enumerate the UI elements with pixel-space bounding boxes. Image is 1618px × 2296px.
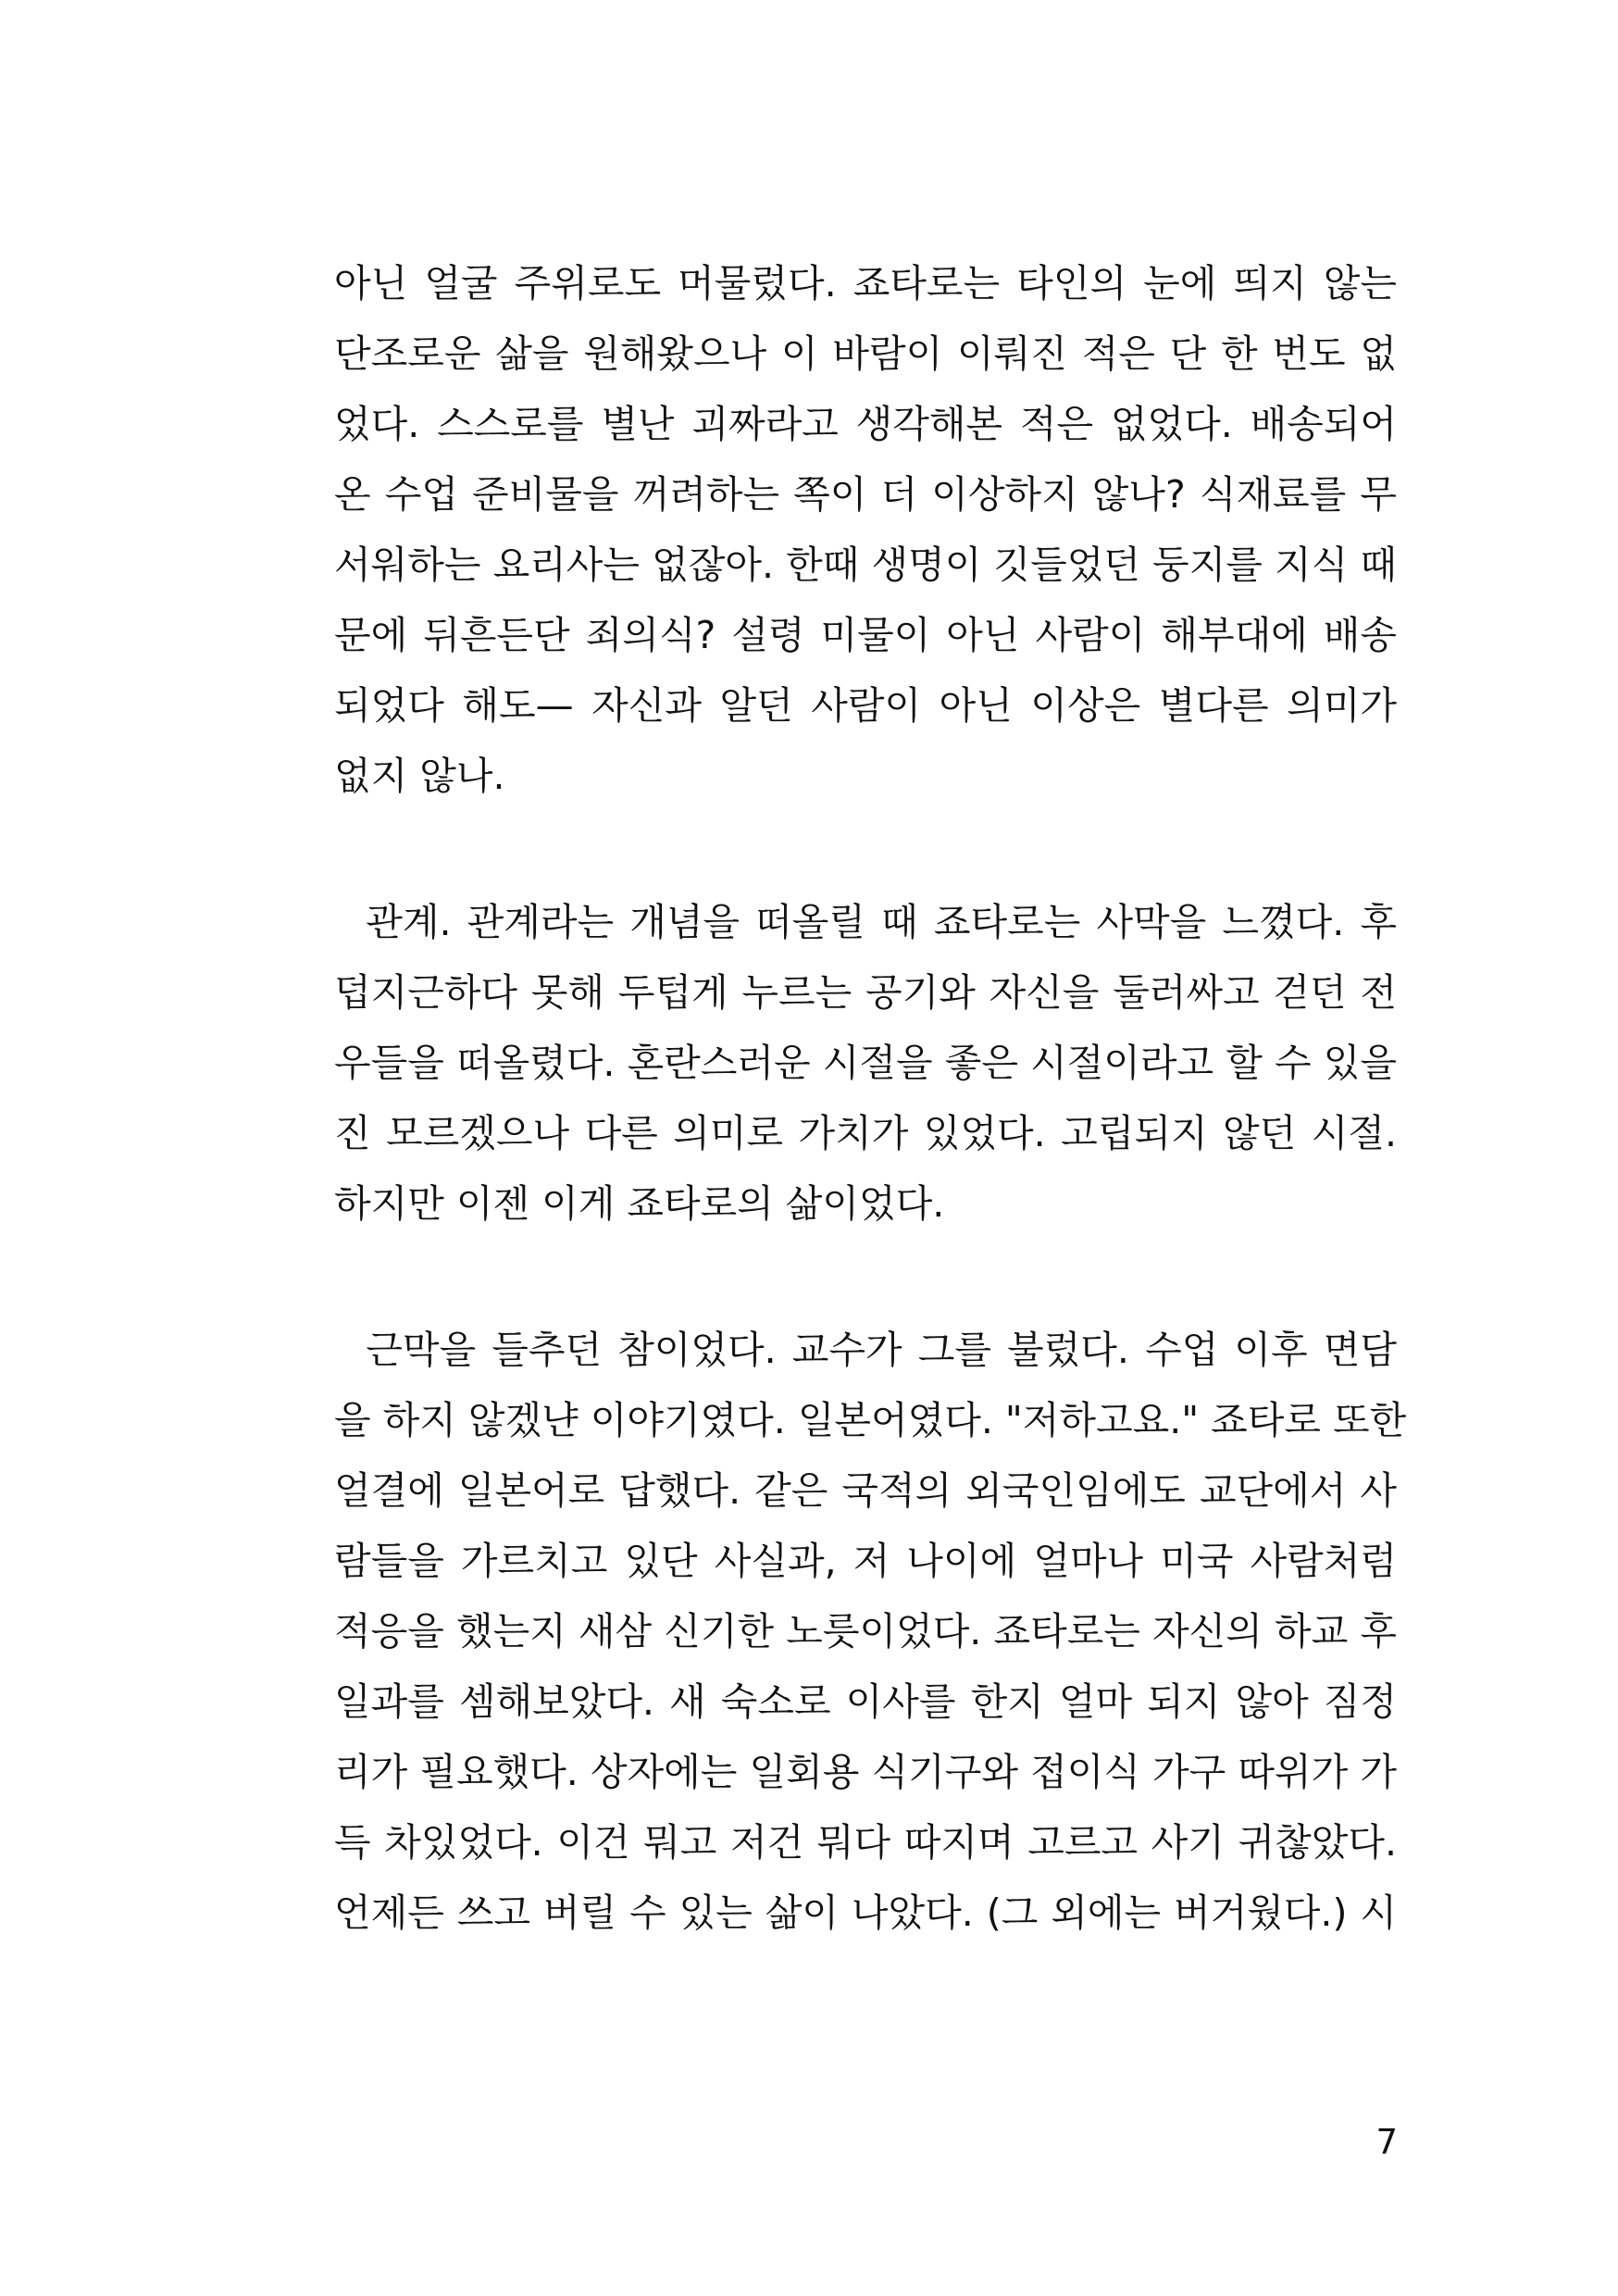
text-line: 진 모르겠으나 다른 의미로 가치가 있었다. 고립되지 않던 시절.	[334, 1111, 1397, 1155]
paragraph-2	[334, 887, 1397, 1239]
paragraph-3	[334, 1315, 1407, 1948]
text-line: 적응을 했는지 새삼 신기한 노릇이었다. 죠타로는 자신의 하교 후	[334, 1609, 1397, 1653]
text-line: 을 하지 않겠냔 이야기였다. 일본어였다. "저하고요." 죠타로 또한	[334, 1398, 1407, 1442]
text-line: 아닌 얼굴 주위로도 머물렀다. 죠타로는 타인의 눈에 띄지 않는	[334, 261, 1397, 306]
text-line: 없지 않나.	[334, 754, 505, 798]
text-line: 덥지근하다 못해 두텁게 누르는 공기와 자신을 둘러싸고 걷던 전	[334, 970, 1397, 1015]
paragraph-1	[334, 248, 1397, 811]
text-line: 람들을 가르치고 있단 사실과, 저 나이에 얼마나 미국 사람처럼	[334, 1539, 1397, 1583]
text-line: 얼결에 일본어로 답했다. 같은 국적의 외국인임에도 교단에서 사	[334, 1468, 1397, 1513]
text-line: 되었다 해도— 자신과 알던 사람이 아닌 이상은 별다른 의미가	[334, 683, 1397, 728]
text-line: 었다. 스스로를 별난 괴짜라고 생각해본 적은 없었다. 배송되어	[334, 402, 1397, 446]
text-line: 서워하는 요리사는 없잖아. 한때 생명이 깃들었던 둥지를 지식 때	[334, 543, 1397, 587]
page-number: 7	[1375, 2122, 1398, 2162]
text-line: 언제든 쓰고 버릴 수 있는 삶이 나았다. (그 외에는 버거웠다.) 시	[334, 1890, 1397, 1935]
text-line: 근막을 들추던 참이었다. 교수가 그를 불렀다. 수업 이후 면담	[334, 1328, 1397, 1372]
text-line: 득 차있었다. 이건 뭐고 저건 뭐다 따지며 고르고 사기 귀찮았다.	[334, 1820, 1397, 1865]
text-line: 리가 필요했다. 상자에는 일회용 식기구와 접이식 가구 따위가 가	[334, 1750, 1397, 1794]
text-line: 관계. 관계라는 개념을 떠올릴 때 죠타로는 사막을 느꼈다. 후	[334, 900, 1397, 944]
text-line: 단조로운 삶을 원해왔으나 이 바람이 이뤄진 적은 단 한 번도 없	[334, 331, 1397, 376]
paragraph-spacer	[334, 1239, 1397, 1315]
text-line: 하지만 이젠 이게 죠타로의 삶이었다.	[334, 1181, 945, 1226]
body-text	[334, 248, 1407, 1948]
text-line: 일과를 셈해보았다. 새 숙소로 이사를 한지 얼마 되지 않아 짐정	[334, 1679, 1397, 1724]
paragraph-spacer	[334, 811, 1397, 887]
text-line: 우들을 떠올렸다. 혼란스러운 시절을 좋은 시절이라고 할 수 있을	[334, 1041, 1397, 1085]
text-line: 온 수업 준비물을 꺼려하는 쪽이 더 이상하지 않나? 식재료를 무	[334, 472, 1397, 517]
text-line: 문에 뒤흔든단 죄의식? 설령 미물이 아닌 사람이 해부대에 배송	[334, 613, 1397, 657]
